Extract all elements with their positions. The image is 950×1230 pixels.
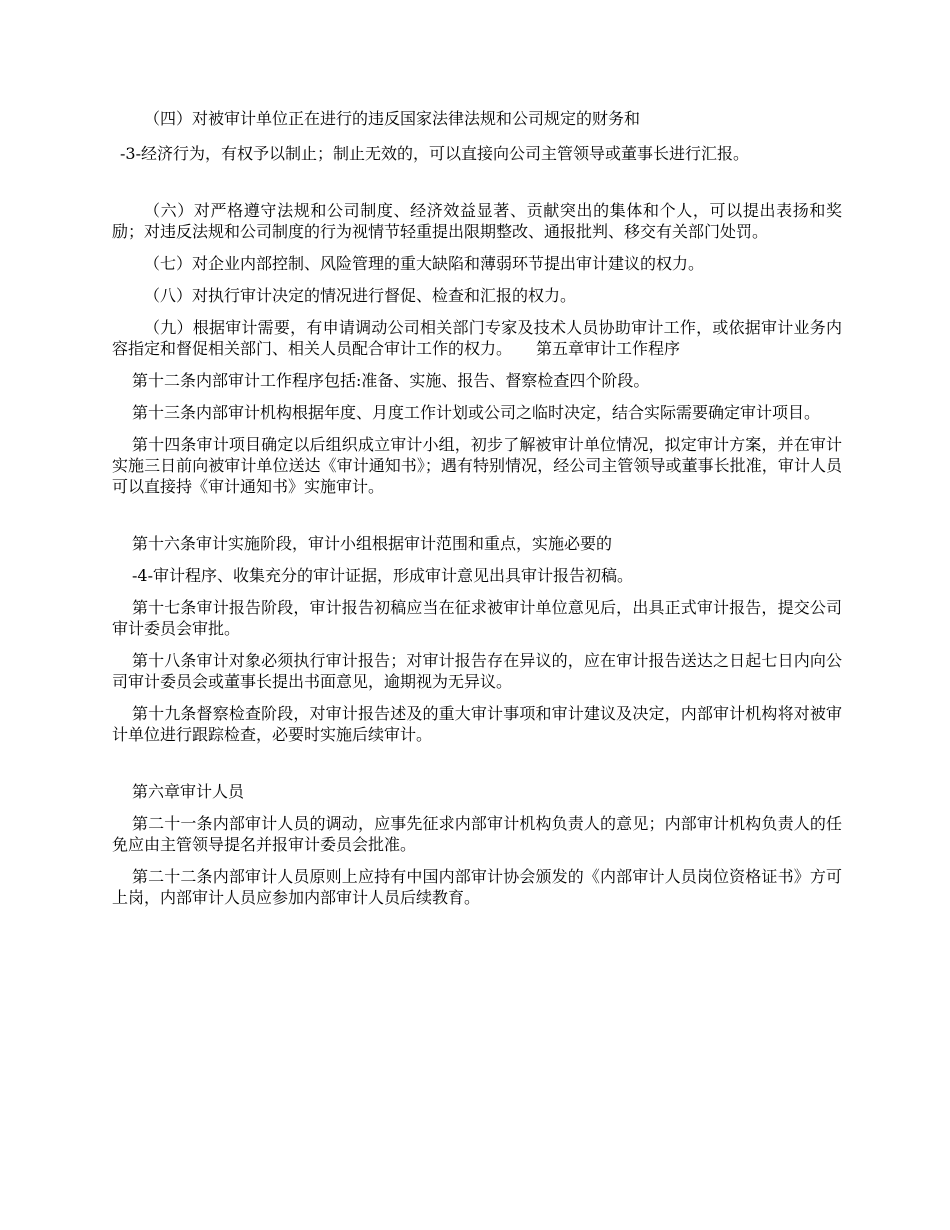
paragraph-6-rewards-penalties: （六）对严格遵守法规和公司制度、经济效益显著、贡献突出的集体和个人，可以提出表扬和奖励；对违反法规和公司制度的行为视情节轻重提出限期整改、通报批判、移交有关部门处罚。 bbox=[112, 201, 842, 241]
chapter-6-heading: 第六章审计人员 bbox=[132, 782, 245, 801]
article-13: 第十三条内部审计机构根据年度、月度工作计划或公司之临时决定，结合实际需要确定审计项目。 bbox=[132, 403, 821, 422]
paragraph-page4-audit-procedure: -4-审计程序、收集充分的审计证据，形成审计意见出具审计报告初稿。 bbox=[132, 566, 633, 585]
article-18: 第十八条审计对象必须执行审计报告；对审计报告存在异议的，应在审计报告送达之日起七日内向公司审计委员会或董事长提出书面意见，逾期视为无异议。 bbox=[112, 651, 842, 691]
document-page bbox=[112, 108, 842, 908]
paragraph-4-audit-rights: （四）对被审计单位正在进行的违反国家法律法规和公司规定的财务和 bbox=[144, 109, 641, 128]
article-14: 第十四条审计项目确定以后组织成立审计小组，初步了解被审计单位情况，拟定审计方案，并在审计实施三日前向被审计单位送达《审计通知书》；遇有特别情况，经公司主管领导或董事长批准，审计人员可以直接持《审计通知书》实施审计。 bbox=[112, 435, 842, 496]
paragraph-8-supervision: （八）对执行审计决定的情况进行督促、检查和汇报的权力。 bbox=[144, 286, 577, 305]
article-17: 第十七条审计报告阶段，审计报告初稿应当在征求被审计单位意见后，出具正式审计报告，提交公司审计委员会审批。 bbox=[112, 598, 842, 638]
paragraph-page3-economic-conduct: -3-经济行为，有权予以制止；制止无效的，可以直接向公司主管领导或董事长进行汇报。 bbox=[120, 144, 749, 163]
article-19: 第十九条督察检查阶段，对审计报告述及的重大审计事项和审计建议及决定，内部审计机构将对被审计单位进行跟踪检查，必要时实施后续审计。 bbox=[112, 704, 842, 744]
paragraph-9-expert-assistance: （九）根据审计需要，有申请调动公司相关部门专家及技术人员协助审计工作，或依据审计业务内容指定和督促相关部门、相关人员配合审计工作的权力。 第五章审计工作程序 bbox=[112, 318, 842, 358]
article-12: 第十二条内部审计工作程序包括:准备、实施、报告、督察检查四个阶段。 bbox=[132, 371, 650, 390]
article-21: 第二十一条内部审计人员的调动，应事先征求内部审计机构负责人的意见；内部审计机构负责人的任免应由主管领导提名并报审计委员会批准。 bbox=[112, 814, 842, 854]
article-22: 第二十二条内部审计人员原则上应持有中国内部审计协会颁发的《内部审计人员岗位资格证书》方可上岗，内部审计人员应参加内部审计人员后续教育。 bbox=[112, 867, 842, 907]
paragraph-7-internal-control: （七）对企业内部控制、风险管理的重大缺陷和薄弱环节提出审计建议的权力。 bbox=[144, 254, 705, 273]
article-16: 第十六条审计实施阶段，审计小组根据审计范围和重点，实施必要的 bbox=[132, 534, 613, 553]
